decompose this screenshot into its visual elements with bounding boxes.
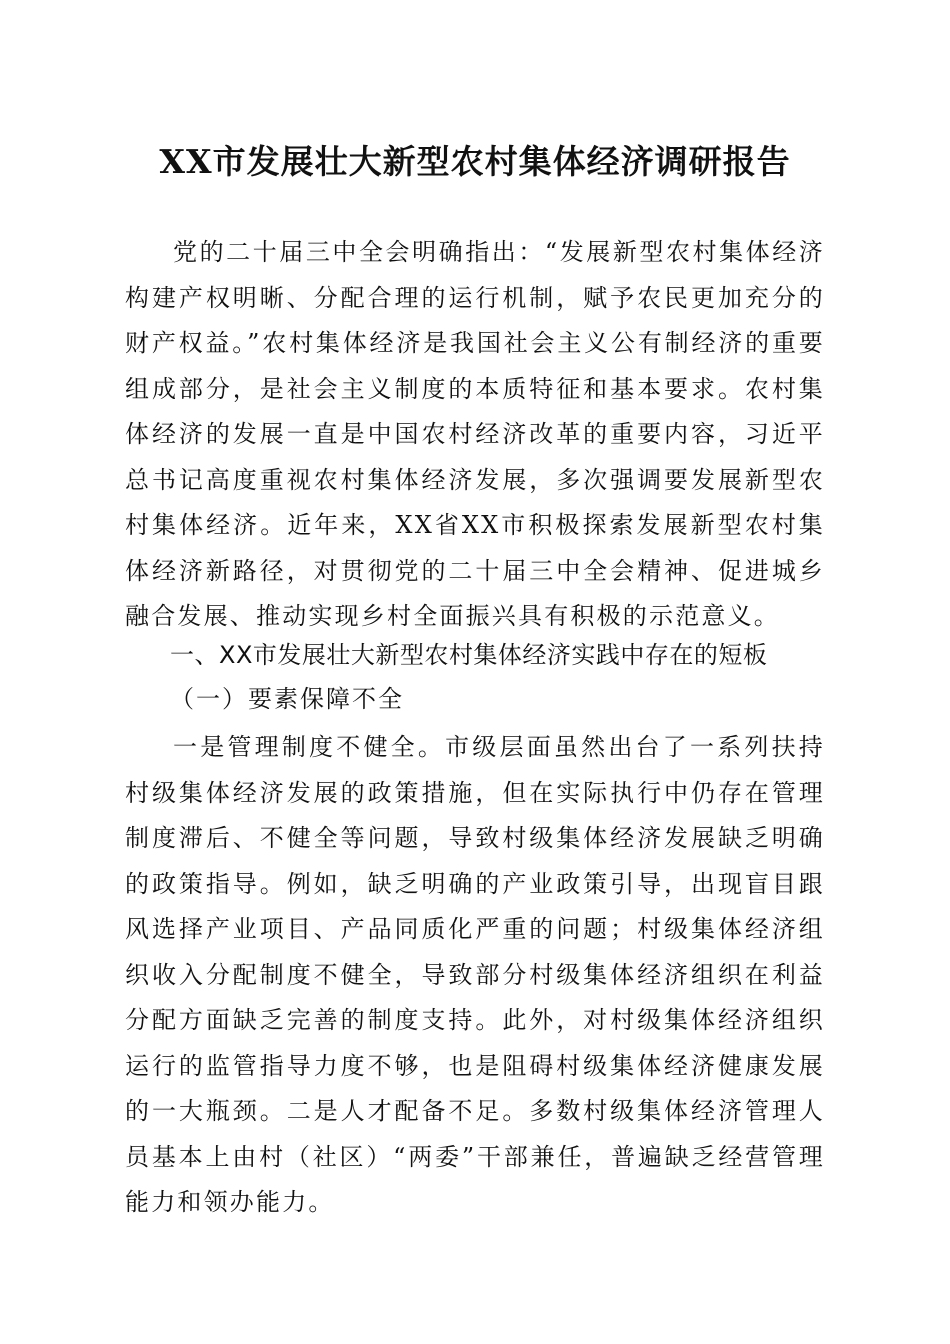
- body-paragraph: [125, 725, 825, 1226]
- paragraph-lead: 一是管理制度不健全。: [173, 733, 446, 761]
- subsection-heading: （一）要素保障不全: [170, 685, 404, 713]
- document-title: XX市发展壮大新型农村集体经济调研报告: [159, 142, 791, 181]
- section-heading: 一、XX市发展壮大新型农村集体经济实践中存在的短板: [170, 641, 768, 669]
- intro-paragraph: 党的二十届三中全会明确指出：“发展新型农村集体经济构建产权明晰、分配合理的运行机制，赋予农民更加充分的财产权益。”农村集体经济是我国社会主义公有制经济的重要组成部分，是社会主义制度的本质特征和基本要求。农村集体经济的发展一直是中国农村经济改革的重要内容，习近平总书记高度重视农村集体经济发展，多次强调要发展新型农村集体经济。近年来，XX省XX市积极探索发展新型农村集体经济新路径，对贯彻党的二十届三中全会精神、促进城乡融合发展、推动实现乡村全面振兴具有积极的示范意义。: [125, 238, 825, 630]
- paragraph-text: 市级层面虽然出台了一系列扶持村级集体经济发展的政策措施，但在实际执行中仍存在管理制度滞后、不健全等问题，导致村级集体经济发展缺乏明确的政策指导。例如，缺乏明确的产业政策引导，出现盲目跟风选择产业项目、产品同质化严重的问题；村级集体经济组织收入分配制度不健全，导致部分村级集体经济组织在利益分配方面缺乏完善的制度支持。此外，对村级集体经济组织运行的监管指导力度不够，也是阻碍村级集体经济健康发展的一大瓶颈。二是人才配备不足。多数村级集体经济管理人员基本上由村（社区）“两委”干部兼任，普遍缺乏经营管理能力和领办能力。: [125, 733, 825, 1216]
